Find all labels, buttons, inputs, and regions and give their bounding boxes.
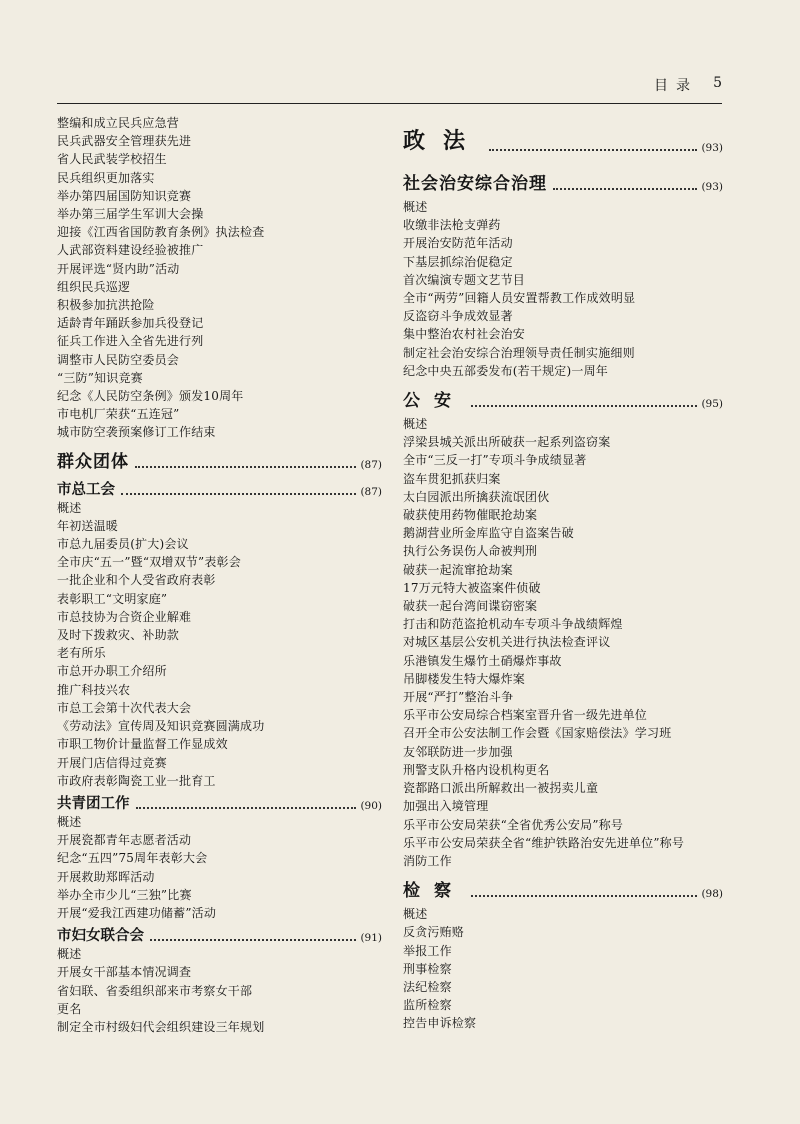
list-item: 乐平市公安局荣获全省“维护铁路治安先进单位”称号 — [403, 835, 685, 850]
list-item: 乐港镇发生爆竹土硝爆炸事故 — [403, 653, 562, 668]
list-item: 破获一起流窜抢劫案 — [403, 562, 513, 577]
list-item: 概述 — [57, 500, 82, 515]
list-item: 刑警支队升格内设机构更名 — [403, 762, 550, 777]
list-item: 反贪污贿赂 — [403, 925, 465, 940]
list-item: 城市防空袭预案修订工作结束 — [57, 425, 216, 440]
list-item: 市政府表彰陶瓷工业一批育工 — [57, 773, 216, 788]
list-item: 推广科技兴农 — [57, 682, 131, 697]
list-item: 刑事检察 — [403, 961, 452, 976]
militia-list — [57, 114, 382, 442]
right-column — [403, 124, 723, 1033]
list-item: 省妇联、省委组织部来市考察女干部 — [57, 983, 253, 998]
page-header — [57, 73, 722, 104]
section-title: 政法 — [403, 128, 484, 154]
list-item: 概述 — [57, 814, 82, 829]
list-item: 破获使用药物催眠抢劫案 — [403, 508, 538, 523]
list-item: 举办第三届学生军训大会操 — [57, 207, 204, 222]
list-item: 民兵武器安全管理获先进 — [57, 134, 192, 149]
list-item: 开展“爱我江西建功储蓄”活动 — [57, 905, 217, 920]
section-heading-women — [57, 924, 382, 945]
list-item: 消防工作 — [403, 853, 452, 868]
list-item: 全市“三反一打”专项斗争成绩显著 — [403, 453, 587, 468]
list-item: 适龄青年踊跃参加兵役登记 — [57, 316, 204, 331]
list-item: 全市庆“五一”暨“双增双节”表彰会 — [57, 555, 241, 570]
list-item: 调整市人民防空委员会 — [57, 352, 180, 367]
list-item: 吊脚楼发生特大爆炸案 — [403, 671, 526, 686]
section-heading-politics-law — [403, 124, 723, 155]
section-heading-youth — [57, 792, 382, 813]
list-item: 法纪检察 — [403, 979, 452, 994]
list-item: 组织民兵巡逻 — [57, 279, 131, 294]
list-item: 制定社会治安综合治理领导责任制实施细则 — [403, 345, 635, 360]
list-item: 反盗窃斗争成效显著 — [403, 309, 513, 324]
list-item: 举办第四届国防知识竞赛 — [57, 188, 192, 203]
list-item: 对城区基层公安机关进行执法检查评议 — [403, 635, 611, 650]
list-item: 瓷都路口派出所解救出一被拐卖儿童 — [403, 781, 599, 796]
list-item: 乐平市公安局荣获“全省优秀公安局”称号 — [403, 817, 624, 832]
list-item: 首次编演专题文艺节目 — [403, 272, 526, 287]
list-item: 乐平市公安局综合档案室晋升省一级先进单位 — [403, 708, 648, 723]
public-security-list — [403, 198, 723, 380]
list-item: 老有所乐 — [57, 646, 106, 661]
list-item: 整编和成立民兵应急营 — [57, 116, 180, 130]
list-item: 开展“严打”整治斗争 — [403, 690, 514, 705]
leader-dots — [121, 492, 356, 495]
list-item: 开展门店信得过竞赛 — [57, 755, 167, 770]
section-heading-union — [57, 478, 382, 499]
section-page: (93) — [701, 142, 723, 154]
list-item: 市总技协为合资企业解难 — [57, 609, 192, 624]
section-title: 群众团体 — [57, 451, 129, 472]
section-heading-public-security — [403, 169, 723, 194]
list-item: 执行公务误伤人命被判刑 — [403, 544, 538, 559]
list-item: 更名 — [57, 1001, 82, 1016]
list-item: 开展救助郑晖活动 — [57, 869, 155, 884]
list-item: 及时下拨救灾、补助款 — [57, 628, 180, 643]
list-item: 市职工物价计量监督工作显成效 — [57, 737, 228, 752]
list-item: 召开全市公安法制工作会暨《国家赔偿法》学习班 — [403, 726, 672, 741]
section-title: 共青团工作 — [57, 794, 130, 812]
list-item: 举报工作 — [403, 943, 452, 958]
list-item: 友邻联防进一步加强 — [403, 744, 513, 759]
section-page: (95) — [701, 398, 723, 411]
list-item: 市电机厂荣获“五连冠” — [57, 407, 180, 422]
header-label: 目录 — [654, 78, 698, 94]
list-item: 鹅湖营业所金库监守自盗案告破 — [403, 526, 574, 541]
list-item: 一批企业和个人受省政府表彰 — [57, 573, 216, 588]
list-item: 概述 — [403, 907, 428, 922]
list-item: 市总工会第十次代表大会 — [57, 700, 192, 715]
list-item: 控告申诉检察 — [403, 1016, 477, 1031]
list-item: 概述 — [57, 947, 82, 962]
list-item: 市总开办职工介绍所 — [57, 664, 167, 679]
list-item: 收缴非法枪支弹药 — [403, 218, 501, 233]
list-item: 17万元特大被盗案件侦破 — [403, 580, 541, 595]
list-item: 太白园派出所擒获流氓团伙 — [403, 489, 550, 504]
leader-dots — [471, 894, 697, 897]
list-item: 民兵组织更加落实 — [57, 170, 155, 185]
list-item: 举办全市少儿“三独”比赛 — [57, 887, 192, 902]
section-title: 公安 — [403, 391, 465, 412]
list-item: 省人民武装学校招生 — [57, 152, 167, 167]
police-list — [403, 415, 723, 870]
list-item: 积极参加抗洪抢险 — [57, 298, 155, 313]
list-item: 纪念“五四”75周年表彰大会 — [57, 851, 208, 866]
section-page: (87) — [360, 485, 382, 498]
left-column — [57, 114, 382, 1036]
list-item: 纪念中央五部委发布(若干规定)一周年 — [403, 363, 608, 378]
section-page: (98) — [701, 888, 723, 901]
leader-dots — [150, 938, 356, 941]
list-item: 盗车贯犯抓获归案 — [403, 471, 501, 486]
list-item: 概述 — [403, 417, 428, 432]
list-item: 人武部资料建设经验被推广 — [57, 243, 204, 258]
list-item: 浮梁县城关派出所破获一起系列盗窃案 — [403, 435, 611, 450]
list-item: 加强出入境管理 — [403, 799, 489, 814]
section-heading-police — [403, 386, 723, 411]
list-item: 下基层抓综治促稳定 — [403, 254, 513, 269]
list-item: 征兵工作进入全省先进行列 — [57, 334, 204, 349]
list-item: 监所检察 — [403, 998, 452, 1013]
list-item: 破获一起台湾间谍窃密案 — [403, 599, 538, 614]
list-item: 全市“两劳”回籍人员安置帮教工作成效明显 — [403, 291, 636, 306]
union-list — [57, 499, 382, 790]
list-item: 迎接《江西省国防教育条例》执法检查 — [57, 225, 265, 240]
list-item: 开展评选“贤内助”活动 — [57, 261, 180, 276]
procuratorate-list — [403, 905, 723, 1032]
list-item: “三防”知识竞赛 — [57, 370, 143, 385]
leader-dots — [553, 187, 697, 190]
list-item: 纪念《人民防空条例》颁发10周年 — [57, 389, 244, 404]
section-title: 市妇女联合会 — [57, 927, 144, 945]
list-item: 开展治安防范年活动 — [403, 236, 513, 251]
list-item: 《劳动法》宣传周及知识竞赛圆满成功 — [57, 719, 265, 734]
leader-dots — [471, 404, 697, 407]
list-item: 集中整治农村社会治安 — [403, 327, 526, 342]
section-heading-procuratorate — [403, 876, 723, 901]
leader-dots — [136, 806, 357, 809]
list-item: 开展瓷都青年志愿者活动 — [57, 833, 192, 848]
list-item: 表彰职工“文明家庭” — [57, 591, 168, 606]
page-number: 5 — [713, 75, 722, 91]
section-heading-mass-org — [57, 447, 382, 472]
list-item: 年初送温暖 — [57, 518, 119, 533]
list-item: 打击和防范盗抢机动车专项斗争战绩辉煌 — [403, 617, 623, 632]
leader-dots — [489, 148, 697, 151]
list-item: 概述 — [403, 200, 428, 214]
leader-dots — [135, 465, 356, 468]
list-item: 开展女干部基本情况调查 — [57, 965, 192, 980]
list-item: 制定全市村级妇代会组织建设三年规划 — [57, 1019, 265, 1034]
section-title: 检察 — [403, 881, 465, 902]
section-page: (90) — [360, 799, 382, 812]
youth-list — [57, 813, 382, 922]
section-title: 社会治安综合治理 — [403, 174, 547, 194]
section-page: (93) — [701, 181, 723, 193]
section-page: (91) — [360, 932, 382, 945]
section-title: 市总工会 — [57, 480, 115, 498]
list-item: 市总九届委员(扩大)会议 — [57, 537, 189, 552]
women-list — [57, 945, 382, 1036]
section-page: (87) — [360, 458, 382, 471]
